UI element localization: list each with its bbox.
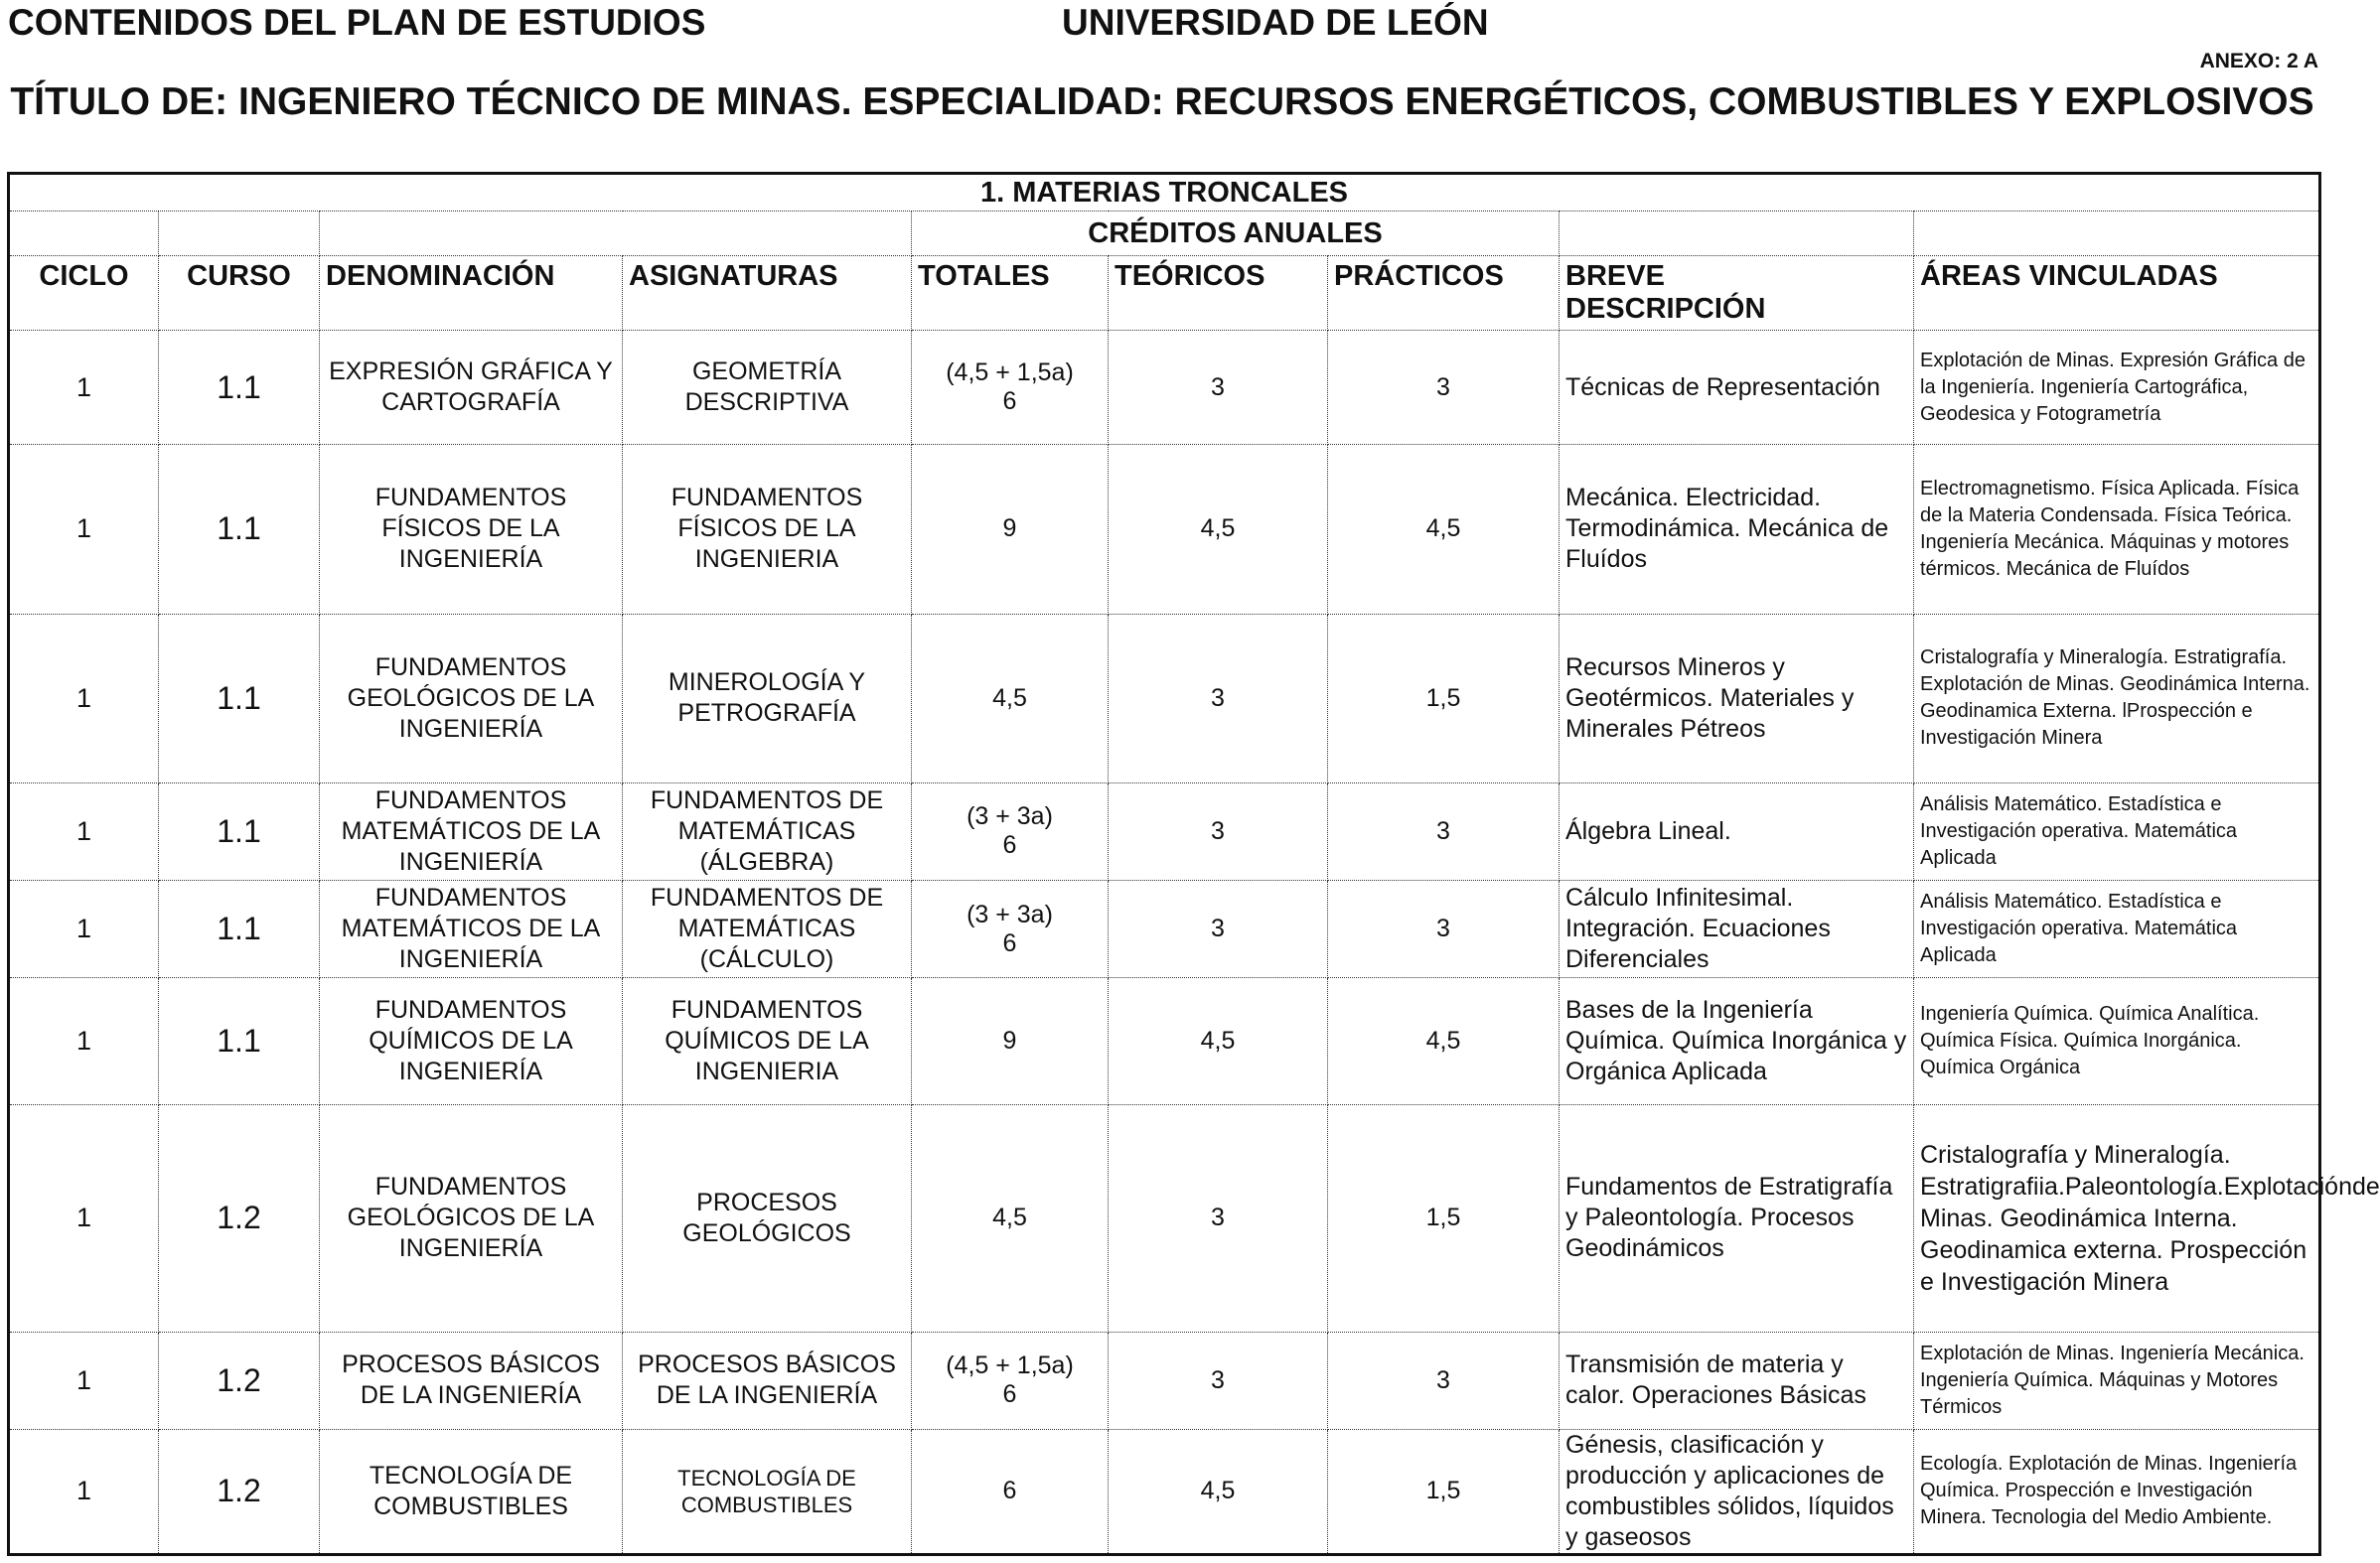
column-header-teoricos: TEÓRICOS bbox=[1109, 256, 1328, 331]
cell-ciclo: 1 bbox=[9, 880, 159, 977]
cell-asignaturas: FUNDAMENTOS DE MATEMÁTICAS (ÁLGEBRA) bbox=[623, 782, 912, 880]
cell-descripcion: Recursos Mineros y Geotérmicos. Materiales y Minerales Pétreos bbox=[1560, 614, 1914, 782]
cell-totales: (4,5 + 1,5a) 6 bbox=[912, 1332, 1109, 1429]
table-row bbox=[9, 445, 2320, 614]
cell-totales: (3 + 3a) 6 bbox=[912, 782, 1109, 880]
cell-asignaturas: FUNDAMENTOS DE MATEMÁTICAS (CÁLCULO) bbox=[623, 880, 912, 977]
cell-curso: 1.1 bbox=[159, 782, 320, 880]
column-header-descripcion: BREVE DESCRIPCIÓN bbox=[1560, 256, 1914, 331]
cell-ciclo: 1 bbox=[9, 978, 159, 1105]
cell-totales: 6 bbox=[912, 1429, 1109, 1554]
cell-curso: 1.1 bbox=[159, 445, 320, 614]
cell-curso: 1.2 bbox=[159, 1332, 320, 1429]
table-row bbox=[9, 978, 2320, 1105]
empty-cell bbox=[320, 212, 912, 256]
column-header-asignaturas: ASIGNATURAS bbox=[623, 256, 912, 331]
cell-totales: 9 bbox=[912, 445, 1109, 614]
empty-cell bbox=[1914, 212, 2320, 256]
cell-asignaturas: FUNDAMENTOS FÍSICOS DE LA INGENIERIA bbox=[623, 445, 912, 614]
cell-descripcion: Fundamentos de Estratigrafía y Paleontología. Procesos Geodinámicos bbox=[1560, 1105, 1914, 1332]
document-header-left: CONTENIDOS DEL PLAN DE ESTUDIOS bbox=[8, 2, 706, 43]
cell-totales: 4,5 bbox=[912, 1105, 1109, 1332]
cell-descripcion: Cálculo Infinitesimal. Integración. Ecuaciones Diferenciales bbox=[1560, 880, 1914, 977]
section-title: 1. MATERIAS TRONCALES bbox=[9, 174, 2320, 212]
cell-areas: Análisis Matemático. Estadística e Investigación operativa. Matemática Aplicada bbox=[1914, 782, 2320, 880]
cell-areas: Explotación de Minas. Expresión Gráfica de la Ingeniería. Ingeniería Cartográfica, Geodesica y Fotogrametría bbox=[1914, 331, 2320, 445]
cell-denominacion: FUNDAMENTOS QUÍMICOS DE LA INGENIERÍA bbox=[320, 978, 623, 1105]
table-row bbox=[9, 1429, 2320, 1554]
cell-curso: 1.1 bbox=[159, 880, 320, 977]
cell-teoricos: 3 bbox=[1109, 1105, 1328, 1332]
cell-practicos: 1,5 bbox=[1328, 614, 1560, 782]
cell-denominacion: TECNOLOGÍA DE COMBUSTIBLES bbox=[320, 1429, 623, 1554]
cell-totales: (4,5 + 1,5a) 6 bbox=[912, 331, 1109, 445]
cell-teoricos: 4,5 bbox=[1109, 978, 1328, 1105]
column-header-practicos: PRÁCTICOS bbox=[1328, 256, 1560, 331]
cell-practicos: 4,5 bbox=[1328, 978, 1560, 1105]
cell-practicos: 3 bbox=[1328, 782, 1560, 880]
column-header-ciclo: CICLO bbox=[9, 256, 159, 331]
cell-totales: 4,5 bbox=[912, 614, 1109, 782]
cell-asignaturas: MINEROLOGÍA Y PETROGRAFÍA bbox=[623, 614, 912, 782]
cell-curso: 1.2 bbox=[159, 1105, 320, 1332]
column-header-curso: CURSO bbox=[159, 256, 320, 331]
cell-practicos: 3 bbox=[1328, 331, 1560, 445]
cell-practicos: 1,5 bbox=[1328, 1429, 1560, 1554]
cell-descripcion: Transmisión de materia y calor. Operaciones Básicas bbox=[1560, 1332, 1914, 1429]
empty-cell bbox=[9, 212, 159, 256]
cell-ciclo: 1 bbox=[9, 782, 159, 880]
cell-ciclo: 1 bbox=[9, 1429, 159, 1554]
cell-asignaturas: TECNOLOGÍA DE COMBUSTIBLES bbox=[623, 1429, 912, 1554]
cell-asignaturas: FUNDAMENTOS QUÍMICOS DE LA INGENIERIA bbox=[623, 978, 912, 1105]
cell-descripcion: Génesis, clasificación y producción y aplicaciones de combustibles sólidos, líquidos y gaseosos bbox=[1560, 1429, 1914, 1554]
cell-denominacion: FUNDAMENTOS GEOLÓGICOS DE LA INGENIERÍA bbox=[320, 1105, 623, 1332]
table-row bbox=[9, 880, 2320, 977]
cell-teoricos: 3 bbox=[1109, 782, 1328, 880]
cell-areas: Cristalografía y Mineralogía. Estratigrafía. Explotación de Minas. Geodinámica Interna. Geodinamica Externa. lProspección e Investigación Minera bbox=[1914, 614, 2320, 782]
cell-denominacion: FUNDAMENTOS MATEMÁTICOS DE LA INGENIERÍA bbox=[320, 782, 623, 880]
cell-asignaturas: GEOMETRÍA DESCRIPTIVA bbox=[623, 331, 912, 445]
empty-cell bbox=[159, 212, 320, 256]
cell-practicos: 4,5 bbox=[1328, 445, 1560, 614]
cell-ciclo: 1 bbox=[9, 614, 159, 782]
cell-descripcion: Álgebra Lineal. bbox=[1560, 782, 1914, 880]
cell-ciclo: 1 bbox=[9, 1105, 159, 1332]
empty-cell bbox=[1560, 212, 1914, 256]
cell-descripcion: Técnicas de Representación bbox=[1560, 331, 1914, 445]
cell-areas: Ecología. Explotación de Minas. Ingeniería Química. Prospección e Investigación Minera. Tecnologia del Medio Ambiente. bbox=[1914, 1429, 2320, 1554]
cell-areas: Ingeniería Química. Química Analítica. Química Física. Química Inorgánica. Química Orgánica bbox=[1914, 978, 2320, 1105]
column-header-denominacion: DENOMINACIÓN bbox=[320, 256, 623, 331]
table-row bbox=[9, 782, 2320, 880]
cell-denominacion: FUNDAMENTOS GEOLÓGICOS DE LA INGENIERÍA bbox=[320, 614, 623, 782]
cell-ciclo: 1 bbox=[9, 331, 159, 445]
cell-areas: Cristalografía y Mineralogía. Estratigrafiia.Paleontología.Explotacióndе Minas. Geodinámica Interna. Geodinamica externa. Prospección e Investigación Minera bbox=[1914, 1105, 2320, 1332]
cell-ciclo: 1 bbox=[9, 445, 159, 614]
cell-totales: 9 bbox=[912, 978, 1109, 1105]
cell-curso: 1.2 bbox=[159, 1429, 320, 1554]
table-row bbox=[9, 331, 2320, 445]
cell-denominacion: EXPRESIÓN GRÁFICA Y CARTOGRAFÍA bbox=[320, 331, 623, 445]
cell-ciclo: 1 bbox=[9, 1332, 159, 1429]
cell-teoricos: 4,5 bbox=[1109, 445, 1328, 614]
cell-curso: 1.1 bbox=[159, 331, 320, 445]
cell-teoricos: 3 bbox=[1109, 880, 1328, 977]
cell-denominacion: FUNDAMENTOS FÍSICOS DE LA INGENIERÍA bbox=[320, 445, 623, 614]
cell-teoricos: 3 bbox=[1109, 331, 1328, 445]
table-row bbox=[9, 1332, 2320, 1429]
degree-title: TÍTULO DE: INGENIERO TÉCNICO DE MINAS. ESPECIALIDAD: RECURSOS ENERGÉTICOS, COMBUSTIBLES Y EXPLOSIVOS bbox=[10, 80, 2314, 123]
cell-curso: 1.1 bbox=[159, 978, 320, 1105]
annex-label: ANEXO: 2 A bbox=[2199, 50, 2318, 72]
column-header-areas: ÁREAS VINCULADAS bbox=[1914, 256, 2320, 331]
cell-curso: 1.1 bbox=[159, 614, 320, 782]
study-plan-table bbox=[7, 172, 2380, 1556]
cell-denominacion: FUNDAMENTOS MATEMÁTICOS DE LA INGENIERÍA bbox=[320, 880, 623, 977]
university-name: UNIVERSIDAD DE LEÓN bbox=[1062, 2, 1489, 43]
table-row bbox=[9, 1105, 2320, 1332]
cell-practicos: 1,5 bbox=[1328, 1105, 1560, 1332]
credits-header: CRÉDITOS ANUALES bbox=[912, 212, 1560, 256]
cell-totales: (3 + 3a) 6 bbox=[912, 880, 1109, 977]
cell-asignaturas: PROCESOS GEOLÓGICOS bbox=[623, 1105, 912, 1332]
cell-teoricos: 4,5 bbox=[1109, 1429, 1328, 1554]
cell-asignaturas: PROCESOS BÁSICOS DE LA INGENIERÍA bbox=[623, 1332, 912, 1429]
cell-teoricos: 3 bbox=[1109, 614, 1328, 782]
cell-practicos: 3 bbox=[1328, 1332, 1560, 1429]
cell-teoricos: 3 bbox=[1109, 1332, 1328, 1429]
cell-areas: Análisis Matemático. Estadística e Investigación operativa. Matemática Aplicada bbox=[1914, 880, 2320, 977]
table-row bbox=[9, 614, 2320, 782]
cell-denominacion: PROCESOS BÁSICOS DE LA INGENIERÍA bbox=[320, 1332, 623, 1429]
cell-areas: Electromagnetismo. Física Aplicada. Física de la Materia Condensada. Física Teórica. Ingeniería Mecánica. Máquinas y motores térmicos. Mecánica de Fluídos bbox=[1914, 445, 2320, 614]
cell-descripcion: Bases de la Ingeniería Química. Química Inorgánica y Orgánica Aplicada bbox=[1560, 978, 1914, 1105]
cell-areas: Explotación de Minas. Ingeniería Mecánica. Ingeniería Química. Máquinas y Motores Térmicos bbox=[1914, 1332, 2320, 1429]
cell-descripcion: Mecánica. Electricidad. Termodinámica. Mecánica de Fluídos bbox=[1560, 445, 1914, 614]
cell-practicos: 3 bbox=[1328, 880, 1560, 977]
column-header-totales: TOTALES bbox=[912, 256, 1109, 331]
